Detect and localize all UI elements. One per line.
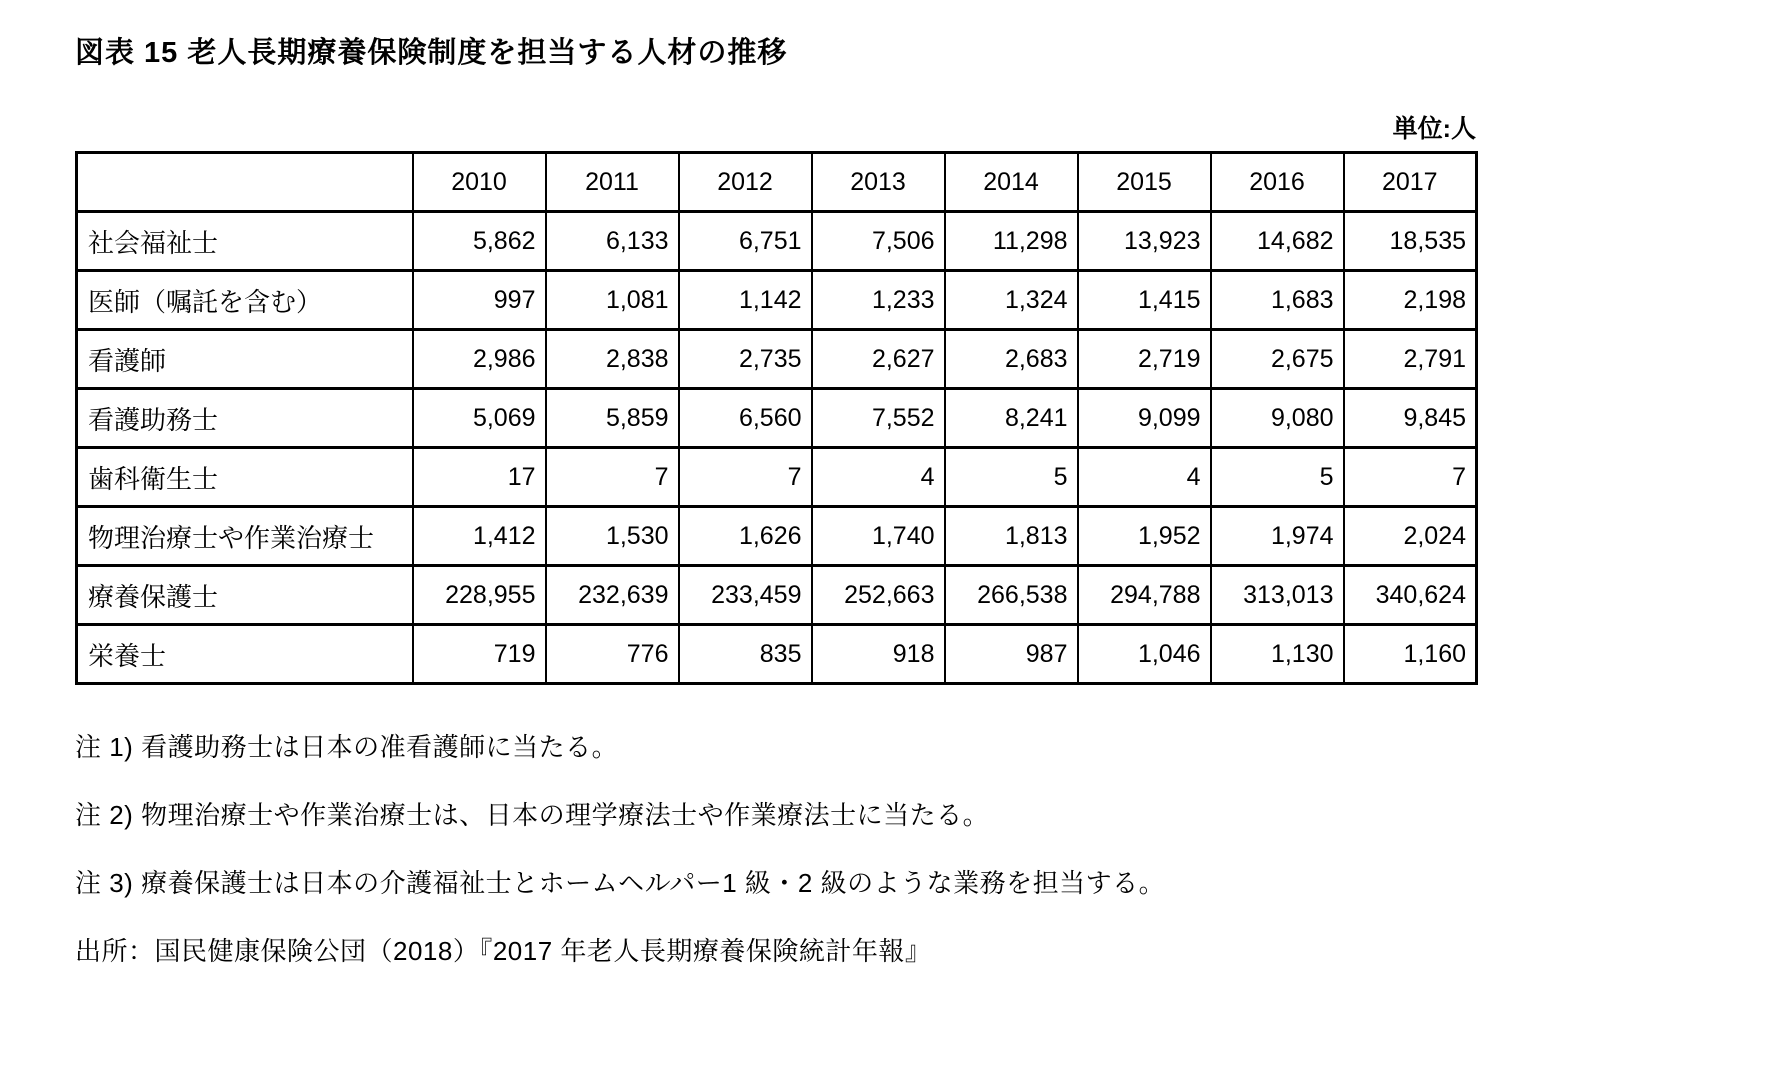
value-cell: 2,735 (679, 330, 812, 389)
table-section (75, 109, 1478, 685)
value-cell: 18,535 (1344, 212, 1477, 271)
year-header-cell: 2014 (945, 153, 1078, 212)
value-cell: 2,627 (812, 330, 945, 389)
row-label-cell: 看護助務士 (77, 389, 413, 448)
value-cell: 2,791 (1344, 330, 1477, 389)
row-label-cell: 療養保護士 (77, 566, 413, 625)
year-header-cell: 2012 (679, 153, 812, 212)
row-label-cell: 歯科衛生士 (77, 448, 413, 507)
value-cell: 7 (1344, 448, 1477, 507)
year-header-cell: 2011 (546, 153, 679, 212)
value-cell: 14,682 (1211, 212, 1344, 271)
value-cell: 1,415 (1078, 271, 1211, 330)
value-cell: 4 (812, 448, 945, 507)
value-cell: 2,986 (413, 330, 546, 389)
value-cell: 7 (679, 448, 812, 507)
year-header-cell: 2010 (413, 153, 546, 212)
table-row (77, 212, 1477, 271)
value-cell: 266,538 (945, 566, 1078, 625)
value-cell: 1,160 (1344, 625, 1477, 684)
value-cell: 5 (945, 448, 1078, 507)
value-cell: 252,663 (812, 566, 945, 625)
value-cell: 1,740 (812, 507, 945, 566)
value-cell: 9,080 (1211, 389, 1344, 448)
value-cell: 835 (679, 625, 812, 684)
value-cell: 2,683 (945, 330, 1078, 389)
note-line: 注 1) 看護助務士は日本の准看護師に当たる。 (75, 732, 619, 762)
table-row (77, 271, 1477, 330)
value-cell: 1,683 (1211, 271, 1344, 330)
value-cell: 6,133 (546, 212, 679, 271)
value-cell: 2,198 (1344, 271, 1477, 330)
value-cell: 1,142 (679, 271, 812, 330)
row-label-cell: 医師（嘱託を含む） (77, 271, 413, 330)
unit-label: 単位:人 (1392, 115, 1476, 143)
year-header-cell: 2013 (812, 153, 945, 212)
value-cell: 6,751 (679, 212, 812, 271)
value-cell: 987 (945, 625, 1078, 684)
value-cell: 313,013 (1211, 566, 1344, 625)
value-cell: 1,081 (546, 271, 679, 330)
value-cell: 9,099 (1078, 389, 1211, 448)
value-cell: 997 (413, 271, 546, 330)
value-cell: 17 (413, 448, 546, 507)
table-row (77, 507, 1477, 566)
note-line: 注 2) 物理治療士や作業治療士は、日本の理学療法士や作業療法士に当たる。 (75, 800, 990, 830)
value-cell: 4 (1078, 448, 1211, 507)
value-cell: 1,324 (945, 271, 1078, 330)
row-label-cell: 栄養士 (77, 625, 413, 684)
value-cell: 11,298 (945, 212, 1078, 271)
value-cell: 7 (546, 448, 679, 507)
corner-cell (77, 153, 413, 212)
source-line: 出所：国民健康保険公団（2018）『2017 年老人長期療養保険統計年報』 (75, 936, 932, 966)
value-cell: 1,412 (413, 507, 546, 566)
value-cell: 1,046 (1078, 625, 1211, 684)
value-cell: 1,626 (679, 507, 812, 566)
row-label-cell: 物理治療士や作業治療士 (77, 507, 413, 566)
value-cell: 1,974 (1211, 507, 1344, 566)
staff-data-table (75, 151, 1478, 685)
value-cell: 232,639 (546, 566, 679, 625)
year-header-cell: 2017 (1344, 153, 1477, 212)
value-cell: 8,241 (945, 389, 1078, 448)
value-cell: 233,459 (679, 566, 812, 625)
row-label-cell: 看護師 (77, 330, 413, 389)
value-cell: 9,845 (1344, 389, 1477, 448)
value-cell: 776 (546, 625, 679, 684)
value-cell: 1,233 (812, 271, 945, 330)
value-cell: 340,624 (1344, 566, 1477, 625)
table-row (77, 448, 1477, 507)
value-cell: 2,675 (1211, 330, 1344, 389)
value-cell: 7,552 (812, 389, 945, 448)
table-row (77, 389, 1477, 448)
header-row (77, 153, 1477, 212)
value-cell: 7,506 (812, 212, 945, 271)
value-cell: 1,952 (1078, 507, 1211, 566)
value-cell: 5,069 (413, 389, 546, 448)
value-cell: 294,788 (1078, 566, 1211, 625)
note-line: 注 3) 療養保護士は日本の介護福祉士とホームヘルパー1 級・2 級のような業務を担当する。 (75, 868, 1166, 898)
footnotes (75, 727, 1790, 900)
table-row (77, 330, 1477, 389)
value-cell: 6,560 (679, 389, 812, 448)
value-cell: 5,862 (413, 212, 546, 271)
value-cell: 13,923 (1078, 212, 1211, 271)
value-cell: 2,838 (546, 330, 679, 389)
table-row (77, 566, 1477, 625)
figure-title: 図表 15 老人長期療養保険制度を担当する人材の推移 (75, 37, 788, 69)
value-cell: 719 (413, 625, 546, 684)
value-cell: 1,130 (1211, 625, 1344, 684)
value-cell: 2,719 (1078, 330, 1211, 389)
table-row (77, 625, 1477, 684)
year-header-cell: 2015 (1078, 153, 1211, 212)
value-cell: 228,955 (413, 566, 546, 625)
value-cell: 1,813 (945, 507, 1078, 566)
year-header-cell: 2016 (1211, 153, 1344, 212)
value-cell: 5,859 (546, 389, 679, 448)
value-cell: 918 (812, 625, 945, 684)
value-cell: 2,024 (1344, 507, 1477, 566)
value-cell: 1,530 (546, 507, 679, 566)
value-cell: 5 (1211, 448, 1344, 507)
row-label-cell: 社会福祉士 (77, 212, 413, 271)
